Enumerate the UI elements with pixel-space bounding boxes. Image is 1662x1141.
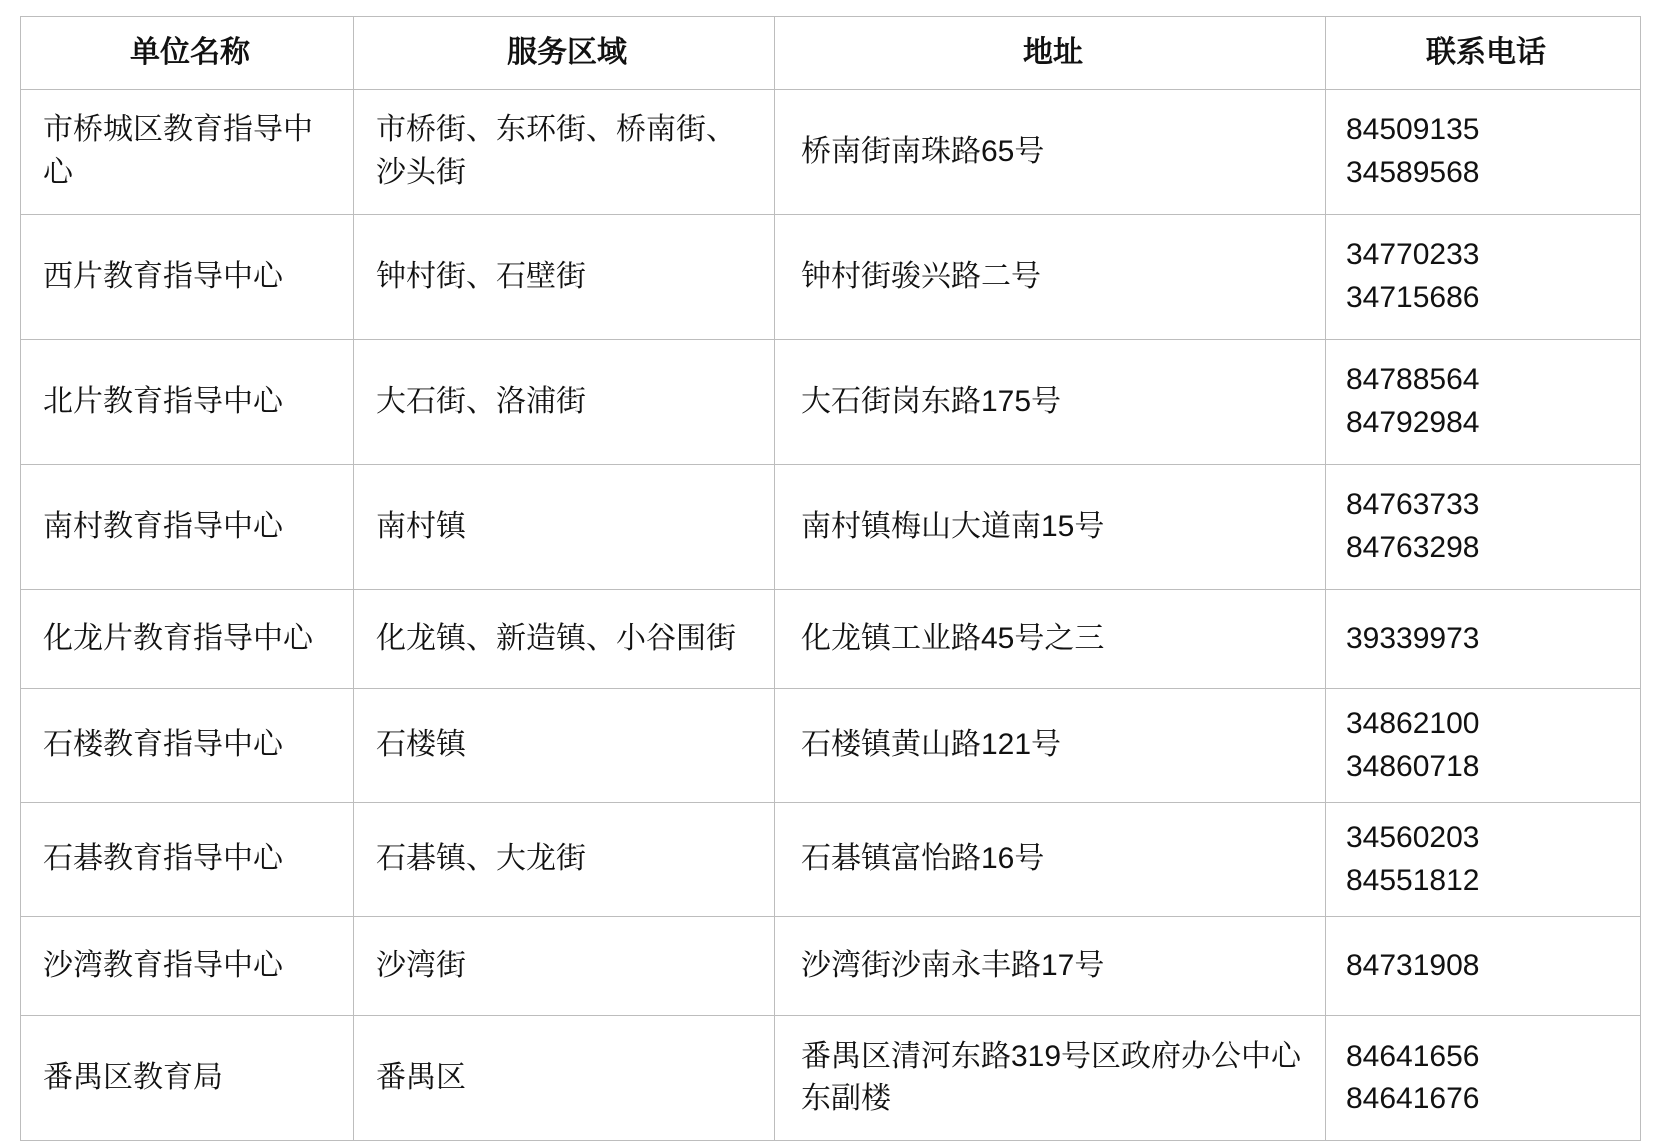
cell-unit-name: 南村教育指导中心 bbox=[21, 465, 354, 590]
phone-number: 84788564 bbox=[1346, 363, 1480, 397]
phone-number: 34770233 bbox=[1346, 238, 1480, 272]
phone-number: 34560203 bbox=[1346, 821, 1480, 855]
table-header-row bbox=[21, 17, 1641, 90]
cell-service-area: 大石街、洛浦街 bbox=[354, 340, 775, 465]
cell-unit-name: 北片教育指导中心 bbox=[21, 340, 354, 465]
cell-unit-name: 沙湾教育指导中心 bbox=[21, 917, 354, 1016]
column-header-address: 地址 bbox=[775, 17, 1326, 90]
phone-number: 39339973 bbox=[1346, 621, 1480, 655]
cell-phone bbox=[1326, 803, 1641, 917]
cell-phone bbox=[1326, 1016, 1641, 1141]
cell-service-area: 南村镇 bbox=[354, 465, 775, 590]
table-row bbox=[21, 917, 1641, 1016]
table-row bbox=[21, 803, 1641, 917]
table-row bbox=[21, 590, 1641, 689]
phone-number: 34860718 bbox=[1346, 749, 1480, 783]
column-header-unit-name: 单位名称 bbox=[21, 17, 354, 90]
cell-address: 大石街岗东路175号 bbox=[775, 340, 1326, 465]
cell-phone bbox=[1326, 340, 1641, 465]
phone-number: 84763298 bbox=[1346, 531, 1480, 564]
phone-number: 34589568 bbox=[1346, 156, 1480, 189]
phone-number: 34862100 bbox=[1346, 707, 1480, 740]
cell-address: 番禺区清河东路319号区政府办公中心东副楼 bbox=[775, 1016, 1326, 1141]
table-row bbox=[21, 465, 1641, 590]
cell-address: 化龙镇工业路45号之三 bbox=[775, 590, 1326, 689]
cell-address: 桥南街南珠路65号 bbox=[775, 90, 1326, 215]
cell-unit-name: 石楼教育指导中心 bbox=[21, 689, 354, 803]
column-header-service-area: 服务区域 bbox=[354, 17, 775, 90]
phone-number: 84641676 bbox=[1346, 1082, 1480, 1116]
cell-phone bbox=[1326, 90, 1641, 215]
cell-address: 石碁镇富怡路16号 bbox=[775, 803, 1326, 917]
table-header bbox=[21, 17, 1641, 90]
phone-number: 34715686 bbox=[1346, 281, 1480, 314]
cell-phone bbox=[1326, 465, 1641, 590]
education-guidance-centers-table bbox=[20, 16, 1641, 1141]
cell-unit-name: 西片教育指导中心 bbox=[21, 215, 354, 340]
table-row bbox=[21, 689, 1641, 803]
column-header-phone: 联系电话 bbox=[1326, 17, 1641, 90]
table-row bbox=[21, 90, 1641, 215]
table-body bbox=[21, 90, 1641, 1141]
cell-phone bbox=[1326, 215, 1641, 340]
cell-address: 钟村街骏兴路二号 bbox=[775, 215, 1326, 340]
cell-service-area: 沙湾街 bbox=[354, 917, 775, 1016]
phone-number: 84641656 bbox=[1346, 1039, 1480, 1073]
phone-number: 84763733 bbox=[1346, 488, 1480, 522]
cell-unit-name: 番禺区教育局 bbox=[21, 1016, 354, 1141]
cell-service-area: 市桥街、东环街、桥南街、沙头街 bbox=[354, 90, 775, 215]
phone-number: 84731908 bbox=[1346, 949, 1480, 983]
cell-service-area: 番禺区 bbox=[354, 1016, 775, 1141]
cell-phone bbox=[1326, 689, 1641, 803]
cell-service-area: 石碁镇、大龙街 bbox=[354, 803, 775, 917]
cell-unit-name: 市桥城区教育指导中心 bbox=[21, 90, 354, 215]
cell-address: 石楼镇黄山路121号 bbox=[775, 689, 1326, 803]
cell-phone bbox=[1326, 590, 1641, 689]
cell-unit-name: 石碁教育指导中心 bbox=[21, 803, 354, 917]
cell-address: 南村镇梅山大道南15号 bbox=[775, 465, 1326, 590]
table-row bbox=[21, 215, 1641, 340]
phone-number: 84551812 bbox=[1346, 863, 1480, 897]
cell-unit-name: 化龙片教育指导中心 bbox=[21, 590, 354, 689]
cell-service-area: 化龙镇、新造镇、小谷围街 bbox=[354, 590, 775, 689]
cell-phone bbox=[1326, 917, 1641, 1016]
cell-address: 沙湾街沙南永丰路17号 bbox=[775, 917, 1326, 1016]
table-row bbox=[21, 340, 1641, 465]
phone-number: 84509135 bbox=[1346, 113, 1480, 147]
cell-service-area: 石楼镇 bbox=[354, 689, 775, 803]
table-row bbox=[21, 1016, 1641, 1141]
phone-number: 84792984 bbox=[1346, 406, 1480, 439]
cell-service-area: 钟村街、石壁街 bbox=[354, 215, 775, 340]
